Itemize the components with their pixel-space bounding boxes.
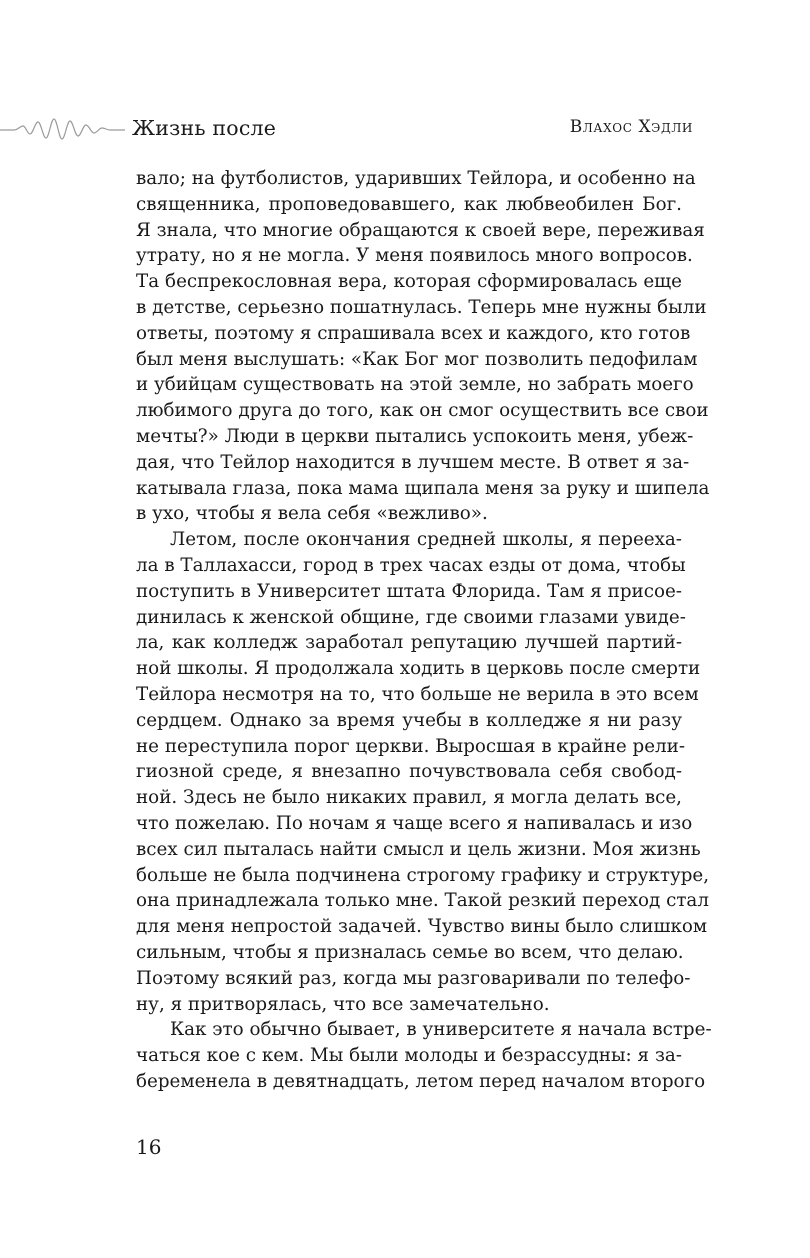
text-line: сердцем. Однако за время учебы в колледже я ни разу [136, 709, 682, 731]
text-line: динилась к женской общине, где своими глазами увиде- [136, 606, 686, 628]
text-line: она принадлежала только мне. Такой резкий переход стал [136, 890, 709, 912]
text-line: в ухо, чтобы я вела себя «вежливо». [136, 503, 488, 525]
text-line: был меня выслушать: «Как Бог мог позволить педофилам [136, 348, 698, 370]
waveform-icon [0, 116, 125, 142]
text-line: ла, как колледж заработал репутацию лучшей партий- [136, 632, 682, 654]
running-header [0, 112, 810, 152]
text-line: для меня непростой задачей. Чувство вины было слишком [136, 916, 708, 938]
text-line: что пожелаю. По ночам я чаще всего я напивалась и изо [136, 812, 693, 834]
page-number: 16 [136, 1135, 162, 1159]
text-line: чаться кое с кем. Мы были молоды и безрассудны: я за- [136, 1045, 682, 1067]
text-line: ной. Здесь не было никаких правил, я могла делать все, [136, 787, 682, 809]
text-line: в детстве, серьезно пошатнулась. Теперь мне нужны были [136, 296, 707, 318]
text-line: катывала глаза, пока мама щипала меня за руку и шипела [136, 477, 710, 499]
text-line: и убийцам существовать на этой земле, но забрать моего [136, 374, 694, 396]
text-line: любимого друга до того, как он смог осуществить все свои [136, 400, 709, 422]
text-line: Та беспрекословная вера, которая сформировалась еще [136, 271, 682, 293]
text-line: сильным, чтобы я призналась семье во всем, что делаю. [136, 941, 684, 963]
text-line: дая, что Тейлор находится в лучшем месте. В ответ я за- [136, 451, 690, 473]
text-line: Поэтому всякий раз, когда мы разговаривали по телефо- [136, 967, 691, 989]
text-line: мечты?» Люди в церкви пытались успокоить меня, убеж- [136, 425, 694, 447]
text-line: утрату, но я не могла. У меня появилось много вопросов. [136, 245, 693, 267]
text-line: гиозной среде, я внезапно почувствовала себя свобод- [136, 761, 682, 783]
text-line: больше не была подчинена строгому графику и структуре, [136, 864, 710, 886]
text-line: ла в Таллахасси, город в трех часах езды от дома, чтобы [136, 554, 686, 576]
text-line: беременела в девятнадцать, летом перед началом второго [136, 1070, 706, 1092]
text-line: поступить в Университет штата Флорида. Там я присое- [136, 580, 682, 602]
text-line: Как это обычно бывает, в университете я начала встре- [170, 1019, 712, 1041]
text-line: священника, проповедовавшего, как любвеобилен Бог. [136, 193, 682, 215]
text-line: не переступила порог церкви. Выросшая в крайне рели- [136, 735, 686, 757]
running-title: Жизнь после [132, 116, 277, 140]
text-line: Я знала, что многие обращаются к своей вере, переживая [136, 219, 705, 241]
body-text [136, 166, 712, 1095]
running-author: Влахос Хэдли [569, 117, 693, 137]
text-line: всех сил пыталась найти смысл и цель жизни. Моя жизнь [136, 838, 701, 860]
text-line: Летом, после окончания средней школы, я переехa- [170, 529, 682, 551]
text-line: ной школы. Я продолжала ходить в церковь после смерти [136, 658, 701, 680]
text-line: ответы, поэтому я спрашивала всех и каждого, кто готов [136, 322, 691, 344]
text-line: Тейлора несмотря на то, что больше не верила в это всем [136, 683, 699, 705]
text-line: ну, я притворялась, что все замечательно. [136, 993, 550, 1015]
text-line: вало; на футболистов, ударивших Тейлора, и особенно на [136, 168, 696, 189]
